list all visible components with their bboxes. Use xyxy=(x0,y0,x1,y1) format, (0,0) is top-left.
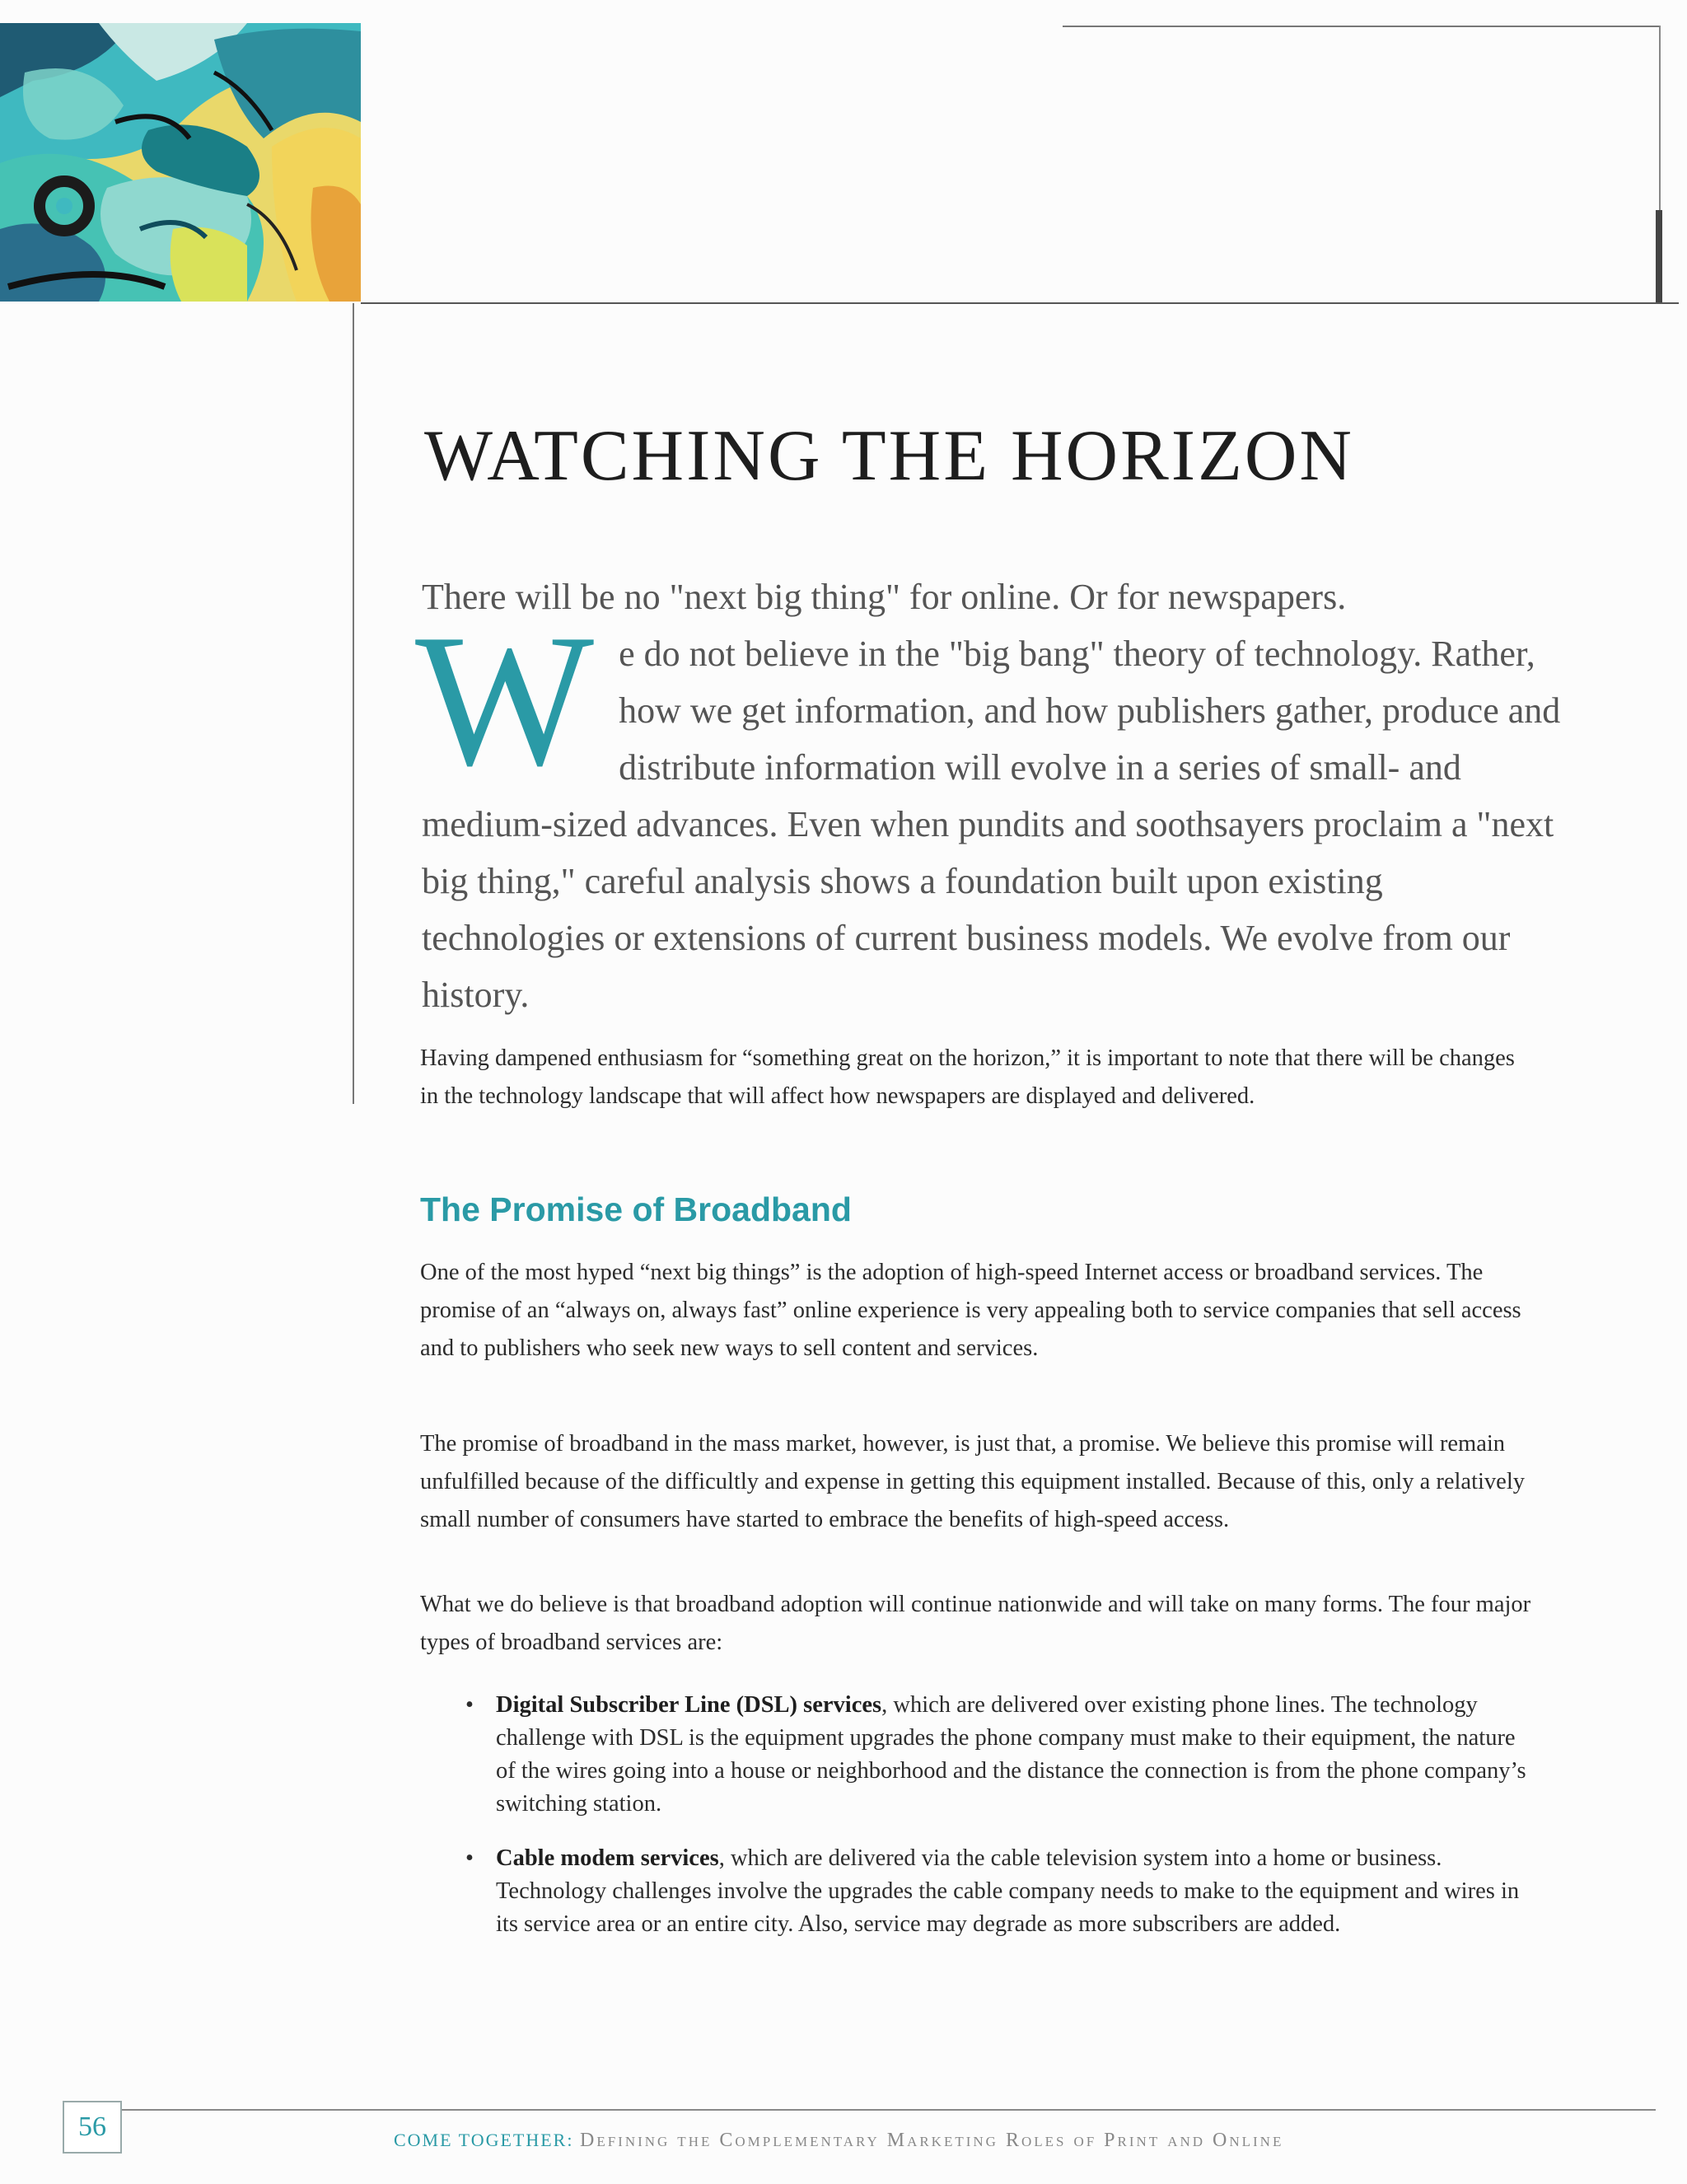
paragraph-broadband-hype: One of the most hyped “next big things” is the adoption of high-speed Internet access or broadband services. The promise of an “always on, always fast” online experience is very appealing both to service companies that sell access and to publishers who seek new ways to sell content and services. xyxy=(420,1260,1521,1361)
bullet-term: Digital Subscriber Line (DSL) services xyxy=(496,1692,882,1718)
bullet-icon: • xyxy=(465,1692,474,1718)
paragraph-broadband-types: What we do believe is that broadband adoption will continue nationwide and will take on many forms. The four major types of broadband services are: xyxy=(420,1592,1531,1655)
section-heading: The Promise of Broadband xyxy=(420,1190,852,1228)
list-item xyxy=(465,1689,1540,1821)
broadband-types-list xyxy=(465,1689,1540,1962)
footer-rule xyxy=(115,2109,1656,2111)
right-edge-mark xyxy=(1656,210,1662,302)
intro-lead: There will be no "next big thing" for online. Or for newspapers. xyxy=(422,577,1347,617)
paragraph-broadband-promise: The promise of broadband in the mass market, however, is just that, a promise. We believe this promise will remain unfulfilled because of the difficultly and expense in getting this equipment installed. Because of this, only a relatively small number of consumers have started to embrace the benefits of high-speed access. xyxy=(420,1431,1525,1532)
abstract-painting-icon xyxy=(0,23,361,302)
drop-cap: W xyxy=(415,595,595,805)
running-footer xyxy=(394,2130,1283,2152)
bullet-text: , which are delivered over existing phone lines. The technology challenge with DSL is the equipment upgrades the phone company must make to their equipment, the nature of the wires going into a house or neighborhood and the distance the connection is from the phone company’s switching station. xyxy=(496,1692,1526,1817)
bullet-icon: • xyxy=(465,1845,474,1871)
footer-brand: COME TOGETHER: xyxy=(394,2130,574,2150)
page-title: WATCHING THE HORIZON xyxy=(424,416,1354,496)
intro-body: e do not believe in the "big bang" theory of technology. Rather, how we get information, and how publishers gather, produce and distribute information will evolve in a series of small- and medium-sized advances. Even when pundits and soothsayers proclaim a "next big thing," careful analysis shows a foundation built upon existing technologies or extensions of current business models. We evolve from our history. xyxy=(422,634,1561,1015)
left-vertical-rule xyxy=(353,303,354,1104)
footer-subtitle: Defining the Complementary Marketing Roles of Print and Online xyxy=(579,2130,1284,2151)
bullet-text: , which are delivered via the cable television system into a home or business. Technology challenges involve the upgrades the cable company needs to make to the equipment and wires in its service area or an entire city. Also, service may degrade as more subscribers are added. xyxy=(496,1845,1520,1937)
bullet-term: Cable modem services xyxy=(496,1845,719,1871)
list-item xyxy=(465,1842,1540,1941)
top-right-rule xyxy=(1063,26,1661,27)
header-abstract-artwork xyxy=(0,23,361,302)
paragraph-having: Having dampened enthusiasm for “something great on the horizon,” it is important to note that there will be changes in the technology landscape that will affect how newspapers are displayed and delivered. xyxy=(420,1045,1515,1109)
header-rule xyxy=(361,302,1679,304)
intro-block xyxy=(415,568,1575,1023)
page-number: 56 xyxy=(63,2101,122,2154)
